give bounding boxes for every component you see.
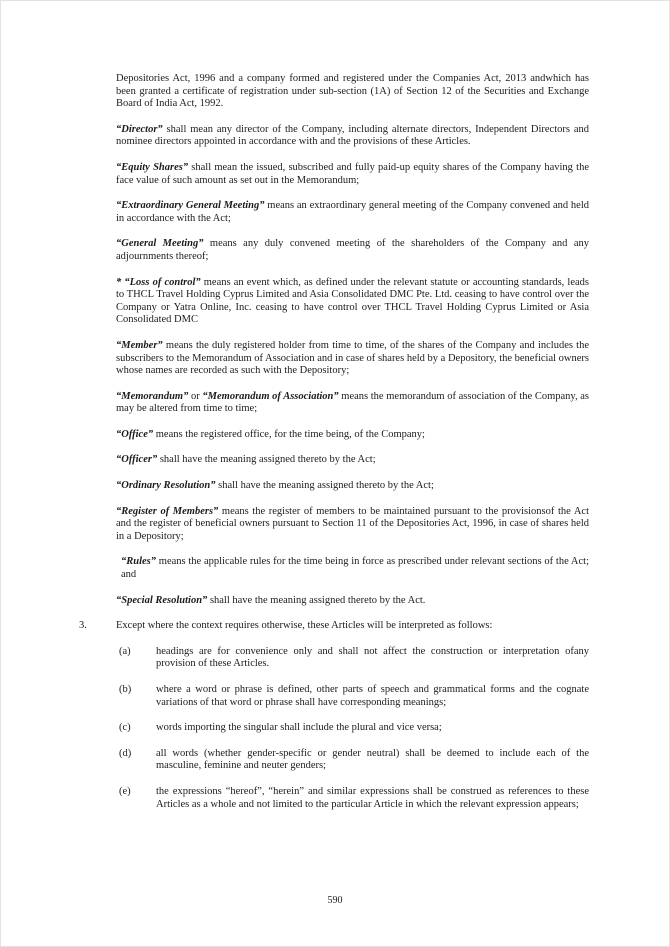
paragraph bbox=[116, 454, 589, 467]
defined-term: “Member” bbox=[116, 339, 163, 351]
paragraph bbox=[116, 391, 589, 416]
paragraph bbox=[116, 277, 589, 327]
defined-term: “Memorandum” bbox=[116, 390, 189, 402]
text-run: means the register of members to be maintained pursuant to the provisionsof the Act and the register of beneficial owners pursuant to Section 11 of the Depositories Act, 1996, in case of shares held in a Depository; bbox=[116, 505, 589, 542]
text-run: means the applicable rules for the time being in force as prescribed under relevant sections of the Act; and bbox=[121, 556, 589, 581]
paragraph bbox=[116, 429, 589, 442]
paragraph bbox=[116, 556, 589, 581]
defined-term: “Memorandum of Association” bbox=[202, 390, 339, 402]
text-run: shall have the meaning assigned thereto by the Act. bbox=[207, 594, 426, 606]
document-body bbox=[79, 73, 589, 824]
defined-term: “Extraordinary General Meeting” bbox=[116, 200, 265, 212]
lettered-clause bbox=[116, 684, 589, 709]
text-run: all words (whether gender-specific or gender neutral) shall be deemed to include each of the masculine, feminine and neuter genders; bbox=[156, 747, 589, 772]
defined-term: “Office” bbox=[116, 428, 154, 440]
clause-marker: (c) bbox=[119, 722, 131, 734]
lettered-clause bbox=[116, 722, 589, 735]
text-run: means any duly convened meeting of the shareholders of the Company and any adjournments thereof; bbox=[116, 238, 589, 262]
text-run: means the memorandum of association of the Company, as may be altered from time to time; bbox=[116, 390, 589, 415]
paragraph bbox=[116, 73, 589, 111]
defined-term: “Director” bbox=[116, 123, 163, 135]
paragraph bbox=[116, 595, 589, 608]
clause-marker: (e) bbox=[119, 785, 131, 797]
defined-term: “Register of Members” bbox=[116, 505, 219, 517]
clause-marker: 3. bbox=[79, 620, 87, 632]
numbered-clause bbox=[79, 620, 589, 633]
text-run: headings are for convenience only and shall not affect the construction or interpretation ofany provision of these Articles. bbox=[156, 645, 589, 670]
text-run: Except where the context requires otherwise, these Articles will be interpreted as follows: bbox=[116, 620, 493, 632]
defined-term: “Equity Shares” bbox=[116, 161, 189, 173]
text-run: words importing the singular shall include the plural and vice versa; bbox=[156, 722, 442, 734]
text-run: means the registered office, for the time being, of the Company; bbox=[153, 428, 425, 440]
paragraph bbox=[116, 200, 589, 225]
paragraph bbox=[116, 506, 589, 544]
text-run: shall have the meaning assigned thereto by the Act; bbox=[157, 454, 376, 466]
page-number: 590 bbox=[327, 895, 343, 906]
lettered-clause bbox=[116, 786, 589, 811]
paragraph bbox=[116, 480, 589, 493]
text-run: means an extraordinary general meeting of the Company convened and held in accordance with the Act; bbox=[116, 200, 589, 224]
defined-term: “General Meeting” bbox=[116, 238, 204, 250]
lettered-clause bbox=[116, 646, 589, 671]
text-run: shall mean the issued, subscribed and fully paid-up equity shares of the Company having the face value of such amount as set out in the Memorandum; bbox=[116, 161, 589, 186]
clause-marker: (a) bbox=[119, 645, 131, 657]
text-run: means an event which, as defined under the relevant statute or accounting standards, leads to THCL Travel Holding Cyprus Limited and Asia Consolidated DMC Pte. Ltd. ceasing to have control over the Company or Yatra Online, Inc. ceasing to have control over THCL Travel Holding Cyprus Limited or Asia Consolidated DMC bbox=[116, 276, 589, 326]
text-run: the expressions “hereof”, “herein” and similar expressions shall be construed as references to these Articles as a whole and not limited to the particular Article in which the relevant expression appears; bbox=[156, 785, 589, 810]
text-run: shall have the meaning assigned thereto by the Act; bbox=[215, 480, 434, 492]
paragraph bbox=[116, 162, 589, 187]
defined-term: “Officer” bbox=[116, 454, 158, 466]
text-run: or bbox=[188, 390, 203, 402]
text-run: where a word or phrase is defined, other parts of speech and grammatical forms and the cognate variations of that word or phrase shall have corresponding meanings; bbox=[156, 684, 589, 708]
text-run: means the duly registered holder from time to time, of the shares of the Company and includes the subscribers to the Memorandum of Association and in case of shares held by a Depository, the beneficial owners whose names are recorded as such with the Depository; bbox=[116, 339, 589, 377]
defined-term: “Rules” bbox=[121, 556, 157, 568]
defined-term: “Ordinary Resolution” bbox=[116, 480, 216, 492]
clause-marker: (b) bbox=[119, 684, 132, 695]
defined-term: “Special Resolution” bbox=[116, 594, 208, 606]
paragraph bbox=[116, 340, 589, 378]
text-run: Depositories Act, 1996 and a company formed and registered under the Companies Act, 2013 andwhich has been granted a certificate of registration under sub-section (1A) of Section 12 of the Securities and Exchange Board of India Act, 1992. bbox=[116, 73, 589, 110]
clause-marker: (d) bbox=[119, 747, 132, 759]
paragraph bbox=[116, 238, 589, 263]
paragraph bbox=[116, 124, 589, 149]
defined-term: * “Loss of control” bbox=[116, 276, 201, 288]
text-run: shall mean any director of the Company, including alternate directors, Independent Directors and nominee directors appointed in accordance with and the provisions of these Articles. bbox=[116, 123, 589, 148]
lettered-clause bbox=[116, 748, 589, 773]
